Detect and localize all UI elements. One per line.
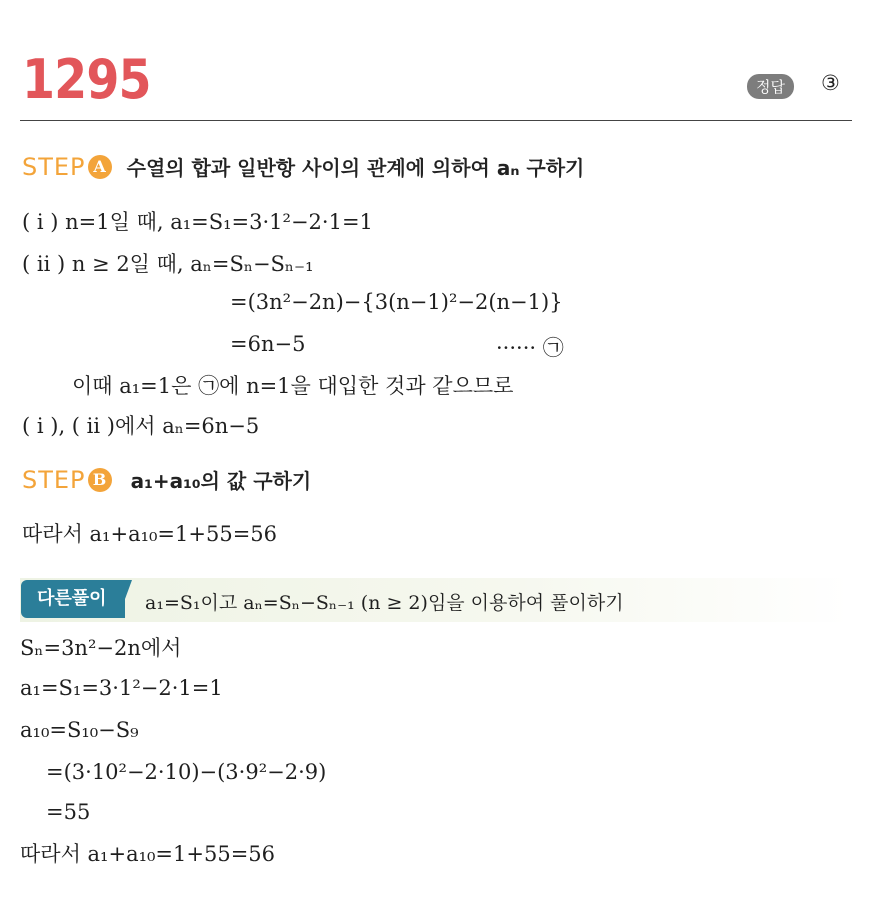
step-b-heading [22, 465, 311, 494]
step-a-heading [22, 152, 584, 181]
step-b-title: a₁+a₁₀의 값 구하기 [130, 469, 312, 493]
step-a-line-6: ( i ), ( ii )에서 aₙ=6n−5 [22, 414, 260, 438]
alt-line-1: Sₙ=3n²−2n에서 [20, 636, 182, 660]
alternative-badge: 다른풀이 [21, 580, 125, 618]
step-a-letter: A [88, 155, 112, 179]
alt-line-4: =(3·10²−2·10)−(3·9²−2·9) [46, 760, 327, 784]
step-b-line-1: 따라서 a₁+a₁₀=1+55=56 [22, 522, 278, 546]
alternative-description: a₁=S₁이고 aₙ=Sₙ−Sₙ₋₁ (n ≥ 2)임을 이용하여 풀이하기 [145, 592, 624, 614]
step-a-title: 수열의 합과 일반항 사이의 관계에 의하여 aₙ 구하기 [126, 156, 585, 180]
alt-line-2: a₁=S₁=3·1²−2·1=1 [20, 676, 223, 700]
step-b-label: STEP [22, 466, 86, 494]
alt-line-5: =55 [46, 800, 91, 824]
problem-number: 1295 [22, 48, 151, 111]
step-b-letter: B [88, 468, 112, 492]
step-a-line-5: 이때 a₁=1은 ㉠에 n=1을 대입한 것과 같으므로 [72, 374, 514, 398]
alternative-badge-tail [118, 580, 132, 618]
alt-line-3: a₁₀=S₁₀−S₉ [20, 718, 139, 742]
alt-line-6: 따라서 a₁+a₁₀=1+55=56 [20, 842, 276, 866]
answer-badge: 정답 [747, 74, 794, 99]
step-a-equation-tag: ······ ㉠ [496, 336, 564, 360]
step-a-line-4: =6n−5 [230, 332, 306, 356]
step-a-label: STEP [22, 153, 86, 181]
answer-value: ③ [821, 71, 840, 95]
header-divider [20, 120, 852, 121]
step-a-line-3: =(3n²−2n)−{3(n−1)²−2(n−1)} [230, 290, 563, 314]
step-a-line-2: ( ii ) n ≥ 2일 때, aₙ=Sₙ−Sₙ₋₁ [22, 252, 314, 276]
step-a-line-1: ( i ) n=1일 때, a₁=S₁=3·1²−2·1=1 [22, 210, 373, 234]
